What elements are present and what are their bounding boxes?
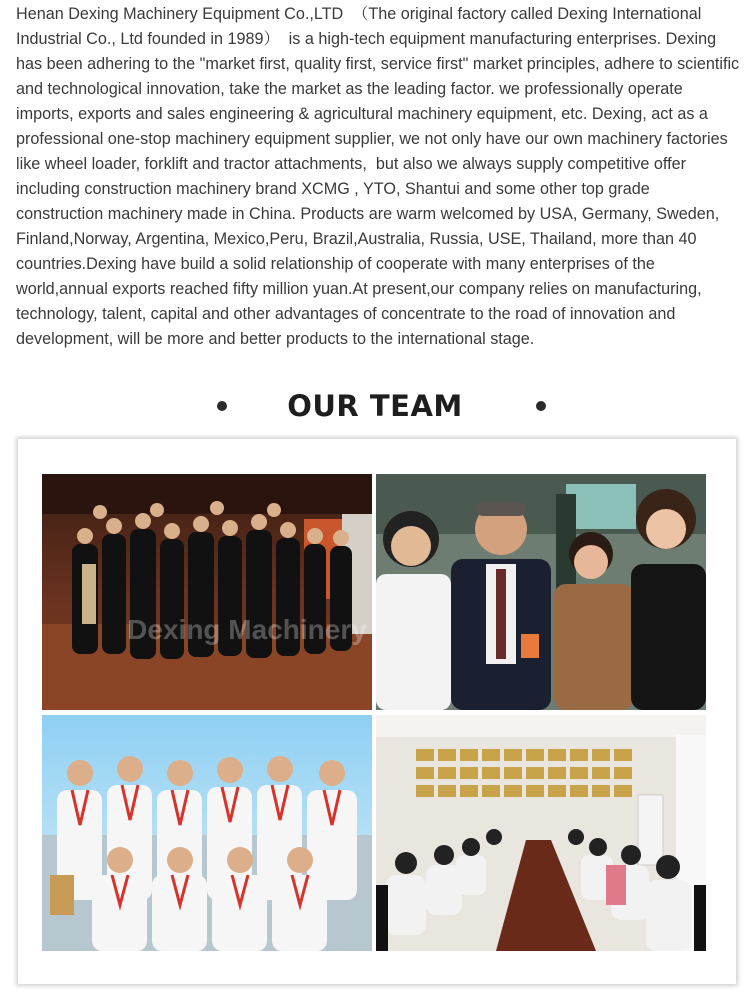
- company-intro-paragraph: Henan Dexing Machinery Equipment Co.,LTD （The original factory called Dexing International Industrial Co., Ltd founded in 1989） is a high-tech equipment manufacturing enterprises. Dexing has been adhering to the "market first, quality first, service first" market principles, adhere to scientific and technological innovation, take the market as the leading factor. we professionally operate imports, exports and sales engineering & agricultural machinery equipment, etc. Dexing, act as a professional one-stop machinery equipment supplier, we not only have our own machinery factories like wheel loader, forklift and tractor attachments, but also we always supply competitive offer including construction machinery brand XCMG , YTO, Shantui and some other top grade construction machinery made in China. Products are warm welcomed by USA, Germany, Sweden, Finland,Norway, Argentina, Mexico,Peru, Brazil,Australia, Russia, USE, Thailand, more than 40 countries.Dexing have build a solid relationship of cooperate with many enterprises of the world,annual exports reached fifty million yuan.At present,our company relies on manufacturing, technology, talent, capital and other advantages of concentrate to the road of innovation and development, will be more and better products to the international stage.: [16, 5, 740, 348]
- team-photo-meeting-room: [376, 715, 706, 951]
- team-title: OUR TEAM: [287, 389, 463, 423]
- team-group-photo-suits: [42, 474, 372, 710]
- bullet-dot-icon: [536, 401, 546, 411]
- team-heading: [0, 386, 750, 426]
- photo-watermark: Dexing Machinery: [127, 614, 367, 645]
- team-photo-collage: [18, 439, 736, 984]
- team-photo-with-client: [376, 474, 706, 710]
- team-photo-volunteers: [42, 715, 372, 951]
